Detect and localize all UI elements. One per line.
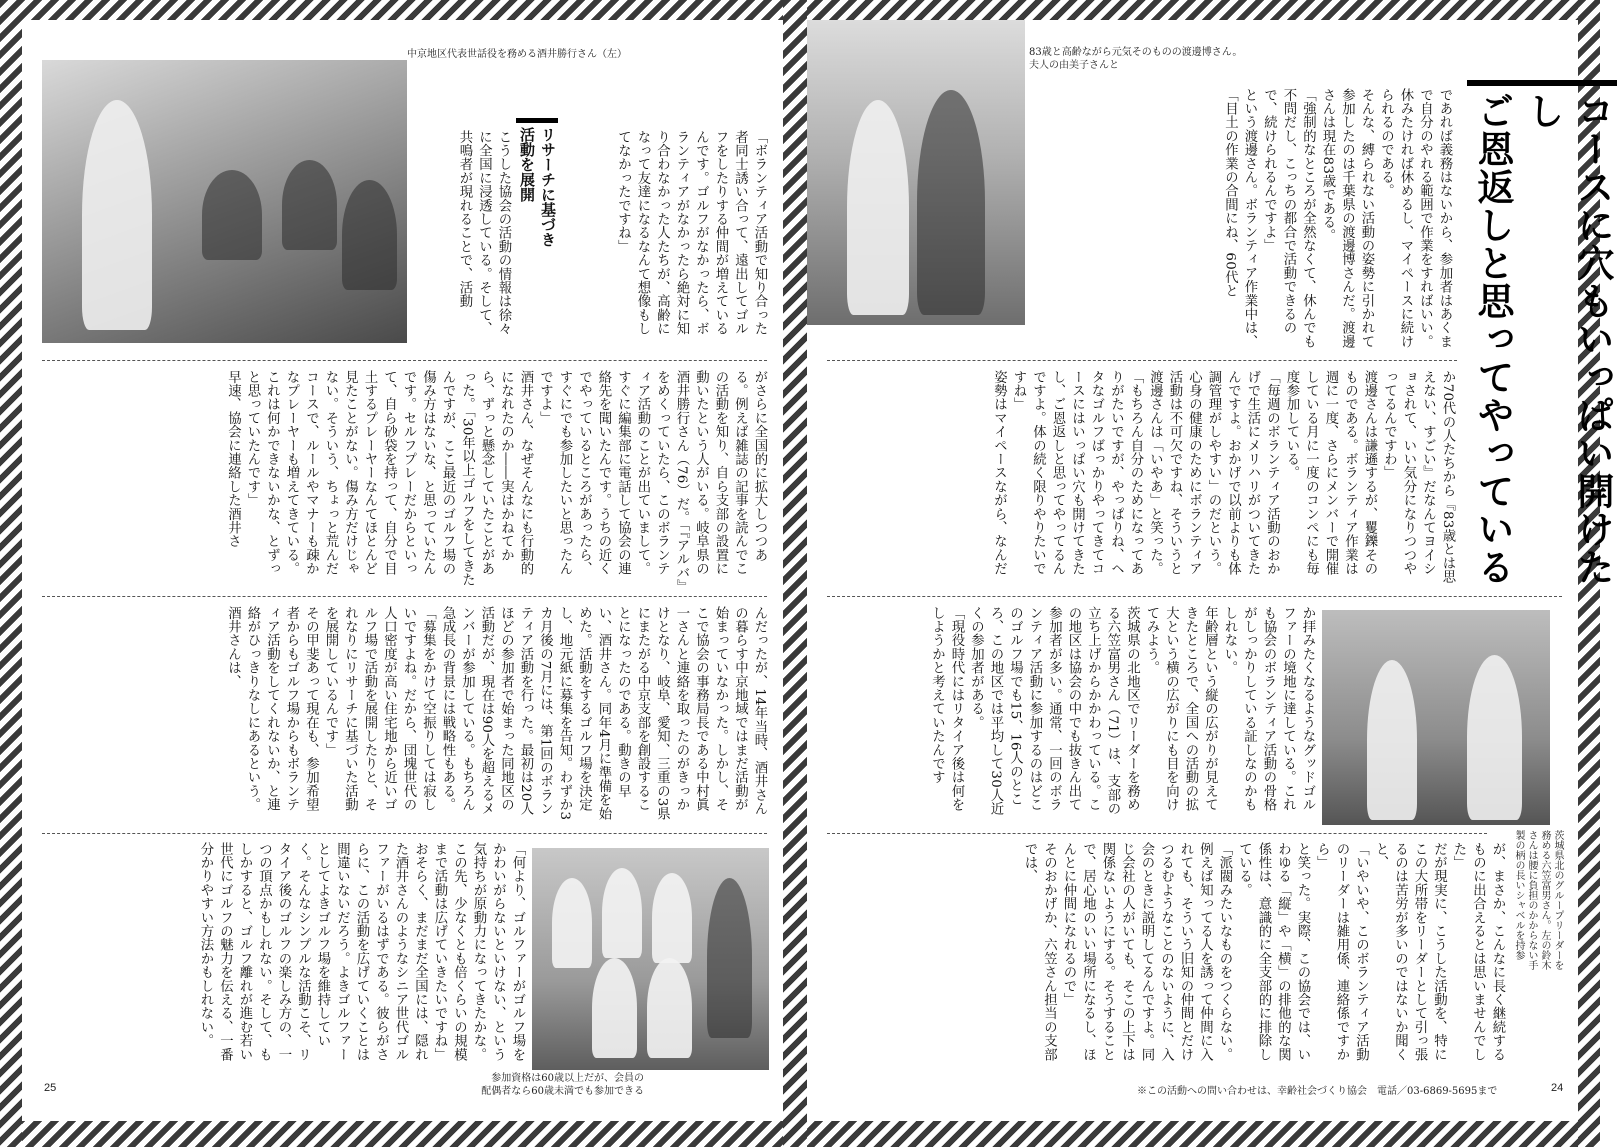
right-low-column [827, 606, 1317, 824]
left-mid-column [42, 370, 769, 588]
paragraph: 「現役時代にはリタイア後は何をしようかと考えていたんです [929, 606, 964, 812]
subheading [516, 118, 558, 307]
volunteers-photo [1322, 610, 1550, 825]
page-number-right: 24 [1551, 1082, 1564, 1094]
right-upper-column [1029, 88, 1454, 350]
contact-note: ※この活動への問い合わせは、幸齢社会づくり協会 電話／03-6869-5695まで [1137, 1086, 1498, 1097]
left-bottom-column [42, 842, 527, 1068]
divider [42, 360, 767, 361]
right-page [807, 20, 1614, 1121]
divider [42, 596, 767, 597]
paragraph: 「募集をかけて空振りしては寂しいですよね。だから、団塊世代の人口密度が高い住宅地から近いゴルフ場で活動を展開したりと、それなりにリサーチに基づいた活動を展開しているんです」 [323, 606, 436, 812]
paragraph: んだったが、14年当時、酒井さんの暮らす中京地域ではまだ活動が始まっていなかった。しかし、そこで協会の事務局長である中村眞一さんと連絡を取ったのがきっかけとなり、岐阜、愛知、三重の3県にまたがる中京支部を創設することになったのである。動きの早い、酒井さん。同年4月に準備を始めた。活動をするゴルフ場を決定し、地元紙に募集を告知。わずか3カ月後の7月には、第1回のボランティア活動を行った。最初は20人ほどの参加者で始まった同地区の活動だが、現在は90人を超えるメンバーが参加している。もちろん急成長の背景には戦略性もある。 [440, 606, 767, 821]
paragraph: 「ボランティア活動で知り合った者同士誘い合って、遠出してゴルフをしたりする仲間が増えているんです。ゴルフがなかったら、ボランティアがなかったら絶対に知り合わなかった人たちが、高齢になって友達になるなんて想像もしてなかったですね」 [615, 130, 767, 336]
left-low-column [42, 606, 769, 824]
paragraph: 「目土の作業の合間にね、60代と [1222, 88, 1238, 298]
paragraph: 茨城県の北地区でリーダーを務める六笠富男さん（71）は、支部の立ち上げからかかわっている。この地区は協会の中でも抜きん出て参加者が多い。通常、一回のボランティア活動に参加するのはどこのゴルフ場でも15、16人のところ、この地区では平均して30人近くの参加者がある。 [968, 606, 1140, 816]
couple-photo-caption: 83歳と高齢ながら元気そのものの渡邊博さん。 夫人の由美子さんと [1029, 47, 1243, 71]
paragraph: 「いやいや、このボランティア活動のリーダーは雑用係、連絡係ですから」 [1314, 842, 1369, 1062]
paragraph: と笑った。実際、この協会では、いわゆる「縦」や「横」の排他的な関係性は、意識的に全支部的に排除している。 [1236, 842, 1310, 1062]
paragraph: そのおかげか、六笠さん担当の支部では、 [1022, 842, 1057, 1062]
right-bottom-column [827, 842, 1507, 1068]
paragraph: か70代の人たちから『83歳とは思えない、すごい』だなんてヨイショされて、いい気分になりつつやってるんですわ」 [1381, 370, 1455, 584]
headline-line1: コースに穴もいっぱい開けたし [1521, 92, 1614, 586]
left-upper-column-2 [562, 130, 769, 348]
subheading-line1: リサーチに基づき [539, 127, 557, 247]
border-left [0, 0, 22, 1147]
paragraph: 「毎週のボランティア活動のおかげで生活にメリハリがついてきたんですよ。おかげで以前よりも体調管理がしやすい」のだという。心身の健康のためにボランティア活動は不可欠ですね、そういうと渡邊さんは「いやあ」と笑った。 [1147, 370, 1280, 576]
paragraph: 「もちろん自分のためになってありがたいですが、やっぱりね、ヘタなゴルフばっかりやってきてコースにはいっぱい穴も開けてきたし、ご恩返しと思ってやってるんですよ。体の続く限りやりたいですね」 [1011, 370, 1143, 576]
border-gutter [783, 0, 807, 1147]
couple-photo [807, 20, 1025, 325]
divider [827, 596, 1562, 597]
paragraph: 「派閥みたいなものをつくらない。例えば知ってる人を誘って仲間に入れても、そういう旧知の仲間とだけつるむようなことのないように、入会のときに説明してるんですよ。同じ会社の人がいても、そこの上下は関係ないようにする。そうすることで、居心地のいい場所になるし、ほんとに仲間になれるので」 [1061, 842, 1232, 1062]
paragraph: 「何より、ゴルファーがゴルフ場をかわいがらないといけない、という気持ちが原動力になってきたかな。この先、少なくとも倍くらいの規模まで活動は広げていきたいですね」 [432, 842, 525, 1062]
divider [827, 360, 1457, 361]
paragraph: か拝みたくなるようなグッドゴルファーの境地に達している。これも協会のボランティア活動の骨格がしっかりしている証しなのかもしれない。 [1222, 606, 1315, 812]
meeting-photo-caption: 中京地区代表世話役を務める酒井勝行さん（左） [407, 49, 627, 60]
headline [1467, 80, 1617, 612]
paragraph: その甲斐あって現在も、参加希望者からもゴルフ場からもボランティア活動をしてくれないか、と連絡がひっきりなしにあるという。酒井さんは、 [225, 606, 319, 812]
left-upper-column [410, 130, 513, 348]
right-mid-column [827, 370, 1457, 588]
meeting-photo [42, 60, 407, 343]
group-photo [532, 848, 769, 1070]
divider [42, 833, 767, 834]
headline-line2: ご恩返しと思ってやっている [1471, 92, 1514, 586]
paragraph: 姿勢はマイペースながら、なんだ [991, 370, 1007, 576]
subheading-line2: 活動を展開 [518, 127, 536, 202]
paragraph: 渡邊さんは謙遜するが、矍鑠そのものである。ボランティア作業は週に一度、さらにメンバーで開催している月に一度のコンペにも毎度参加している。 [1284, 370, 1377, 576]
paragraph: 酒井さん、なぜそんなにも行動的になれたのか――実はかねてから、ずっと懸念していたことがあった。「30年以上ゴルフをしてきたんですが、ここ最近のゴルフ場の傷み方はないな、と思っていたんです。セルフプレーだからといって、自ら砂袋を持って、自分で目土するプレーヤーなんてほとんど見たことがない。傷み方だけじゃない。そういう、ちょっと荒んだコースで、ルールやマナーも疎かなプレーヤーも増えてきている。これは何かできないかな、とずっと思っていたんです」 [245, 370, 533, 587]
paragraph: であれば義務はないから、参加者はあくまで自分のやれる範囲で作業をすればいい。休みたければ休めるし、マイペースに続けられるのである。 [1378, 88, 1452, 349]
page-number-left: 25 [44, 1082, 57, 1094]
left-page [22, 20, 783, 1121]
paragraph: おそらく、まだまだ全国には、隠れた酒井さんのようなシニア世代ゴルファーがいるはずである。彼らがさらに、この活動を広げていくことは間違いないだろう。よきゴルファーとしてよきゴルフ場を維持していく。そんなシンプルな活動こそ、リタイア後のゴルフの楽しみ方の、一つの頂点かもしれない。そして、もしかすると、ゴルフ離れが進む若い世代にゴルフの魅力を伝える、一番分かりやすい方法かもしれない。 [198, 842, 428, 1062]
paragraph: だが現実に、こうした活動を、特にこの大所帯をリーダーとして引っ張るのは苦労が多いのではないか聞くと、 [1373, 842, 1447, 1062]
paragraph: そんな、縛られない活動の姿勢に引かれて参加したのは千葉県の渡邊博さんだ。渡邊さんは現在83歳である。 [1320, 88, 1374, 349]
paragraph: 早速、協会に連絡した酒井さ [225, 370, 241, 549]
group-photo-caption: 参加資格は60歳以上だが、会員の 配偶者なら60歳未満でも参加できる [481, 1073, 644, 1097]
volunteers-photo-caption: 茨城県北のグループリーダーを 務める六笠富男さん。左の鈴木 さんは腰に負担のかからない手 製の柄の長いシャベルを持参 [1513, 830, 1563, 970]
paragraph: 年齢層という縦の広がりが見えてきたところで、全国への活動の拡大という横の広がりにも目を向けてみよう。 [1144, 606, 1218, 812]
paragraph: 「強制的なところが全然なくて、休んでも不問だし、こっちの都合で活動できるので、続けられるんですよ」 [1261, 88, 1316, 349]
divider [827, 833, 1487, 834]
paragraph: が、まさか、こんなに長く継続するものに出合えるとは思いませんでした」 [1451, 842, 1505, 1062]
paragraph: という渡邊さん。ボランティア作業中は、 [1242, 88, 1257, 349]
paragraph: がさらに全国的に拡大しつつある。例えば雑誌の記事を読んでこの活動を知り、自ら支部の設置に動いたという人がいる。岐阜県の酒井勝行さん（76）だ。「『アルバ』をめくっていたら、このボランティア活動のことが出ていまして。すぐに編集部に電話して協会の連絡先を聞いたんです。うちの近くでやっているところがあったら、すぐにでも参加したいと思ったんですよ」 [537, 370, 767, 587]
paragraph: こうした協会の活動の情報は徐々に全国に浸透している。そして、共鳴者が現れることで、活動 [457, 130, 511, 336]
